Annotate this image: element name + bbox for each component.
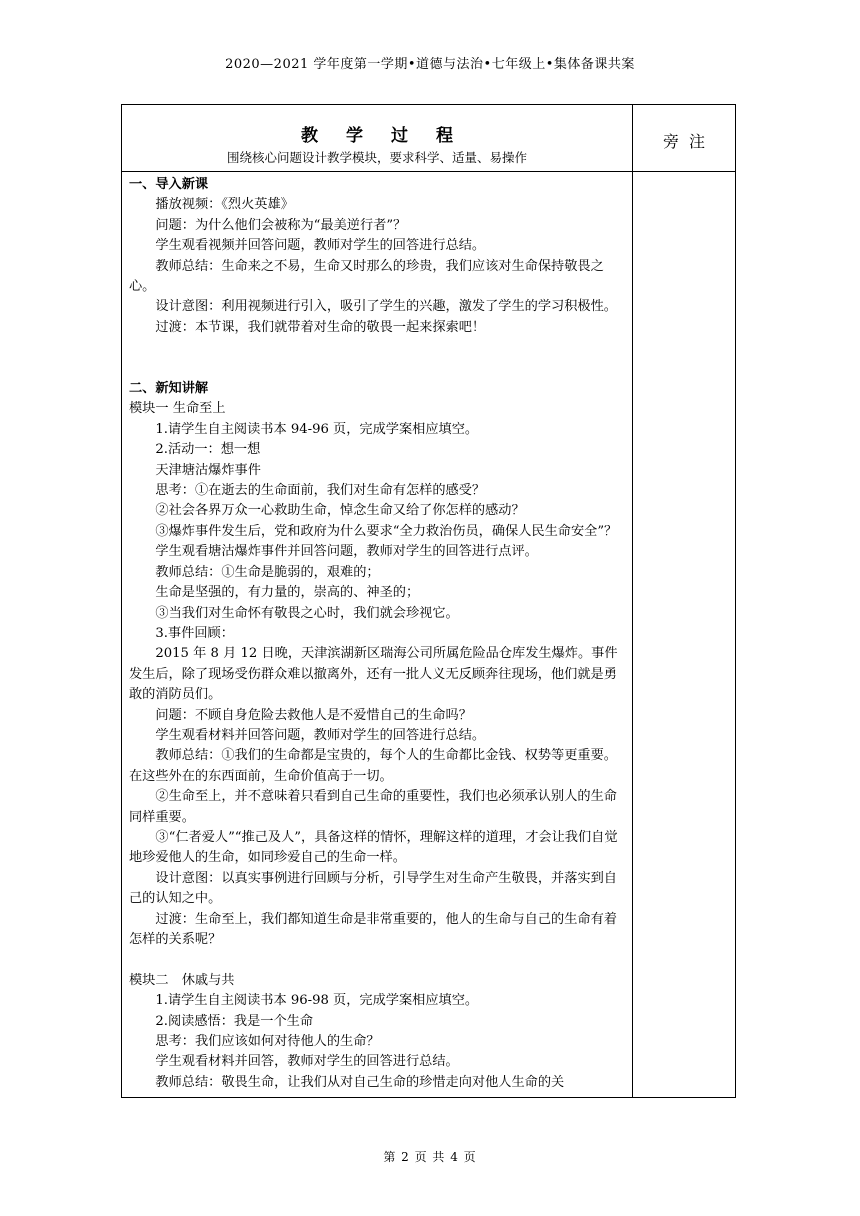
question: ③爆炸事件发生后，党和政府为什么要求“全力救治伤员，确保人民生命安全”？ [155, 523, 618, 539]
paragraph: 1.请学生自主阅读书本 96-98 页，完成学案相应填空。 [155, 993, 479, 1009]
paragraph: 教师总结：生命来之不易，生命又时那么的珍贵，我们应该对生命保持敬畏之心。 [129, 258, 604, 295]
summary-point: 教师总结：①我们的生命都是宝贵的，每个人的生命都比金钱、权势等更重要。在这些外在的东西面前，生命价值高于一切。 [129, 748, 617, 784]
paragraph: 2.活动一：想一想 [155, 442, 261, 458]
paragraph: 问题：为什么他们会被称为“最美逆行者”？ [155, 217, 407, 233]
paragraph: 3.事件回顾： [155, 625, 234, 641]
summary-point: 生命是坚强的，有力量的，崇高的、神圣的； [155, 585, 420, 601]
question: ②社会各界万众一心救助生命，悼念生命又给了你怎样的感动？ [155, 503, 525, 519]
summary-point: ③当我们对生命怀有敬畏之心时，我们就会珍视它。 [155, 605, 459, 621]
page-header: 2020—2021 学年度第一学期•道德与法治•七年级上•集体备课共案 [225, 57, 635, 72]
section-title: 一、导入新课 [129, 177, 209, 192]
paragraph: 问题：不顾自身危险去救他人是不爱惜自己的生命吗？ [155, 707, 472, 723]
paragraph: 2.阅读感悟：我是一个生命 [155, 1013, 314, 1029]
paragraph: 过渡：本节课，我们就带着对生命的敬畏一起来探索吧！ [155, 319, 486, 335]
paragraph: 设计意图：以真实事例进行回顾与分析，引导学生对生命产生敬畏，并落实到自己的认知之中。 [129, 870, 617, 907]
paragraph: 学生观看材料并回答，教师对学生的回答进行总结。 [155, 1054, 459, 1070]
section-title: 二、新知讲解 [129, 381, 209, 397]
paragraph: 教师总结：敬畏生命，让我们从对自己生命的珍惜走向对他人生命的关 [155, 1074, 565, 1090]
module-title: 模块一 生命至上 [129, 401, 226, 417]
summary-point: ③“仁者爱人”“推己及人”，具备这样的情怀，理解这样的道理，才会让我们自觉地珍爱他人的生命，如同珍爱自己的生命一样。 [129, 829, 618, 866]
lesson-plan-table [121, 104, 736, 1098]
spacer [129, 338, 625, 379]
summary-point: ②生命至上，并不意味着只看到自己生命的重要性，我们也必须承认别人的生命同样重要。 [129, 789, 617, 825]
paragraph: 设计意图：利用视频进行引入，吸引了学生的兴趣，激发了学生的学习积极性。 [155, 299, 617, 315]
paragraph: 天津塘沽爆炸事件 [155, 462, 261, 478]
spacer [129, 950, 625, 970]
side-notes-heading: 旁注 [662, 132, 715, 151]
module-title: 模块二 休戚与共 [129, 972, 235, 988]
question: 思考：①在逝去的生命面前，我们对生命有怎样的感受？ [155, 483, 486, 499]
summary-point: 教师总结：①生命是脆弱的，艰难的； [155, 564, 380, 580]
page-footer: 第 2 页 共 4 页 [383, 1150, 477, 1164]
paragraph: 学生观看材料并回答问题，教师对学生的回答进行总结。 [155, 727, 486, 743]
paragraph: 1.请学生自主阅读书本 94-96 页，完成学案相应填空。 [155, 421, 479, 437]
table-title: 教学过程 [301, 126, 481, 146]
paragraph: 2015 年 8 月 12 日晚，天津滨湖新区瑞海公司所属危险品仓库发生爆炸。事件发生后，除了现场受伤群众难以撤离外，还有一批人义无反顾奔往现场，他们就是勇敢的消防员们。 [129, 646, 618, 703]
paragraph: 学生观看视频并回答问题，教师对学生的回答进行总结。 [155, 238, 486, 254]
table-subtitle: 围绕核心问题设计教学模块，要求科学、适量、易操作 [226, 150, 527, 165]
table-header-row [122, 105, 735, 172]
lesson-content [129, 175, 625, 1093]
paragraph: 播放视频：《烈火英雄》 [155, 197, 294, 213]
paragraph: 学生观看塘沽爆炸事件并回答问题，教师对学生的回答进行点评。 [155, 544, 538, 560]
paragraph: 过渡：生命至上，我们都知道生命是非常重要的，他人的生命与自己的生命有着怎样的关系呢？ [129, 911, 617, 948]
paragraph: 思考：我们应该如何对待他人的生命？ [155, 1034, 380, 1050]
column-divider [632, 105, 633, 1097]
